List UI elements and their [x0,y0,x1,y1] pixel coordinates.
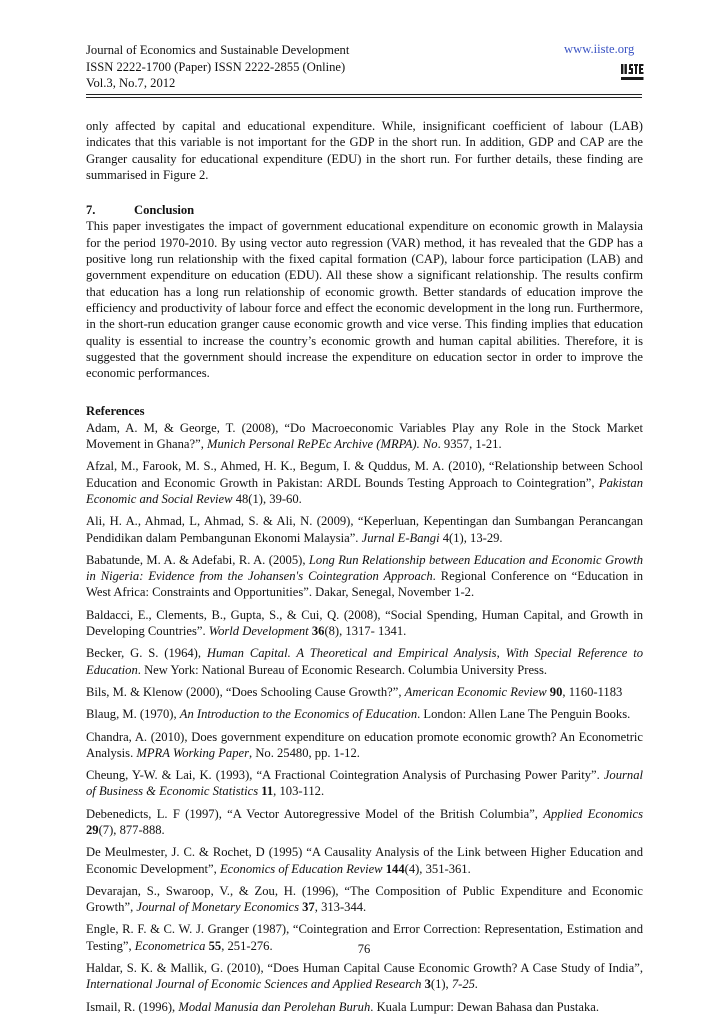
reference-text: (7), 877-888. [98,822,165,837]
reference-text: 144 [385,861,405,876]
reference-text: Engle, R. F. & C. W. J. Granger (1987), “Cointegration and Error Correction: Representation, Estimation and Testing”, [86,922,643,953]
reference-text: MPRA Working Paper [136,745,250,760]
reference-text: , No. 25480, pp. 1-12. [249,745,360,760]
reference-text: (1), [430,977,452,992]
reference-text: Adam, A. M, & George, T. (2008), “Do Macroeconomic Variables Play any Role in the Stock Market Movement in Ghana?”, [86,420,643,452]
reference-text: 11 [261,784,274,799]
reference-text: . Regional Conference on “Education in West Africa: Constraints and Opportunities”. Dakar, Senegal, November 1-2. [86,569,644,600]
section-number: 7. [86,203,96,218]
reference-text: Human Capital. A Theoretical and Empirical Analysis, With Special Reference to Education [86,646,643,677]
page-body [86,118,643,1021]
reference-text: . 9357, 1-21. [437,437,502,452]
reference-text: Haldar, S. K. & Mallik, G. (2010), “Does Human Capital Cause Economic Growth? A Case Study of India”, [86,961,643,976]
reference-text: (4), 351-361. [404,861,471,876]
reference-entry [86,767,643,800]
reference-text: 48(1), 39-60. [232,491,302,506]
volume-line: Vol.3, No.7, 2012 [86,76,176,90]
running-header [86,42,646,92]
reference-text: American Economic Review [404,684,547,699]
reference-text: Pakistan Economic and Social Review [86,475,643,506]
reference-entry [86,960,643,993]
reference-text: Jurnal E-Bangi [361,530,440,545]
header-rule [86,94,642,95]
references-heading: References [86,404,145,419]
reference-entry [86,999,643,1015]
reference-text: Ali, H. A., Ahmad, L, Ahmad, S. & Ali, N. (2009), “Keperluan, Kepentingan dan Sumbangan Perancangan Pendidikan dalam Pembangunan Ekonomi Malaysia”. [86,514,643,545]
spacer [86,381,643,397]
section-title: Conclusion [134,203,195,218]
reference-text: De Meulmester, J. C. & Rochet, D (1995) “A Causality Analysis of the Link between Higher Education and Economic Development”, [86,845,643,876]
iiste-logo [619,59,645,83]
reference-entry [86,806,643,839]
reference-text: 29 [86,822,99,837]
reference-text: Journal of Business & Economic Statistics [86,768,643,799]
reference-entry [86,883,643,916]
reference-text: Debenedicts, L. F (1997), “A Vector Autoregressive Model of the British Columbia”, [86,806,544,821]
reference-text: 37 [302,900,315,915]
reference-text: Ismail, R. (1996), [86,999,179,1014]
reference-text: , 251-276. [221,938,273,953]
reference-text: Econometrica [134,938,206,953]
reference-text: (8), 1317- 1341. [324,624,407,639]
intro-paragraph: only affected by capital and educational expenditure. While, insignificant coefficient of labour (LAB) indicates that this variable is not important for the GDP in the short run. In addition, GDP and CAP are the Granger causality for educational expenditure (EDU) in the short run. For further details, these finding are summarised in Figure 2. [86,119,643,182]
website-link[interactable]: www.iiste.org [564,42,635,56]
reference-entry [86,684,643,700]
reference-text: Economics of Education Review [219,861,383,876]
reference-text: An Introduction to the Economics of Education [179,707,418,722]
reference-text: Afzal, M., Farook, M. S., Ahmed, H. K., Begum, I. & Quddus, M. A. (2010), “Relationship between School Education and Economic Growth in Pakistan: ARDL Bounds Testing Approach to Cointegration”, [86,459,643,490]
reference-text: Modal Manusia dan Perolehan Buruh [178,999,371,1014]
reference-text: 3 [424,977,431,992]
reference-text: Munich Personal RePEc Archive (MRPA). No [207,437,438,452]
journal-title: Journal of Economics and Sustainable Development [86,43,350,57]
reference-text: , 1160-1183 [562,684,623,699]
reference-text: , 313-344. [314,900,367,915]
reference-text: Devarajan, S., Swaroop, V., & Zou, H. (1996), “The Composition of Public Expenditure and Economic Growth”, [86,883,643,915]
reference-entry [86,552,643,601]
reference-entry [86,706,643,722]
spacer [86,183,643,199]
reference-text: . London: Allen Lane The Penguin Books. [417,707,631,722]
reference-text: 90 [549,684,563,699]
reference-list [86,420,643,1015]
page-number: 76 [357,942,371,956]
reference-entry [86,420,643,453]
reference-text: World Development [208,624,309,639]
header-rule [86,97,642,98]
reference-text: Baldacci, E., Clements, B., Gupta, S., & Cui, Q. (2008), “Social Spending, Human Capital, and Growth in Developing Countries”. [86,607,643,639]
issn-line: ISSN 2222-1700 (Paper) ISSN 2222-2855 (Online) [86,59,346,74]
reference-text: Journal of Monetary Economics [136,900,300,915]
reference-text: 36 [311,624,325,639]
reference-text: 7-25. [451,977,479,992]
reference-entry [86,645,643,678]
reference-text: Bils, M. & Klenow (2000), “Does Schooling Cause Growth?”, [86,684,405,699]
conclusion-heading [86,202,643,218]
reference-text: Blaug, M. (1970), [86,707,180,722]
reference-text: Applied Economics [543,806,644,821]
reference-entry [86,513,643,546]
reference-entry [86,607,643,640]
reference-text: Cheung, Y-W. & Lai, K. (1993), “A Fractional Cointegration Analysis of Purchasing Power Parity”. [86,768,604,783]
reference-text: Long Run Relationship between Education and Economic Growth in Nigeria: Evidence from the Johansen's Cointegration Approach [86,552,643,584]
reference-text: 55 [208,938,222,953]
reference-entry [86,458,643,507]
reference-text: 4(1), 13-29. [439,530,503,545]
reference-text: . New York: National Bureau of Economic Research. Columbia University Press. [137,662,547,677]
reference-text: Babatunde, M. A. & Adefabi, R. A. (2005), [86,552,309,567]
reference-text: International Journal of Economic Sciences and Applied Research [86,977,422,992]
conclusion-paragraph: This paper investigates the impact of government educational expenditure on economic growth in Malaysia for the period 1970-2010. By using vector auto regression (VAR) method, it has revealed that the GDP has a positive long run relationship with the fixed capital formation (CAP), labour force participation (LAB) and government expenditure on education (EDU). All these show a significant relationship. The results confirm that education has a long run relationship of economic growth. Better standards of education improve the efficiency and productivity of labour force and effect the economic development in the long run. Furthermore, in the short-run education granger cause economic growth and vice verse. This finding implies that education quality is essential to increase the country’s economic growth and human capital abilities. Therefore, it is suggested that the government should increase the expenditure on education sector in order to improve the economic performances. [86,219,643,381]
reference-entry [86,729,643,762]
reference-text: . Kuala Lumpur: Dewan Bahasa dan Pustaka. [370,999,600,1014]
reference-entry [86,844,643,877]
reference-text: Chandra, A. (2010), Does government expenditure on education promote economic growth? An Econometric Analysis. [86,729,643,760]
reference-text: Becker, G. S. (1964), [86,646,207,661]
reference-text: , 103-112. [273,784,325,799]
